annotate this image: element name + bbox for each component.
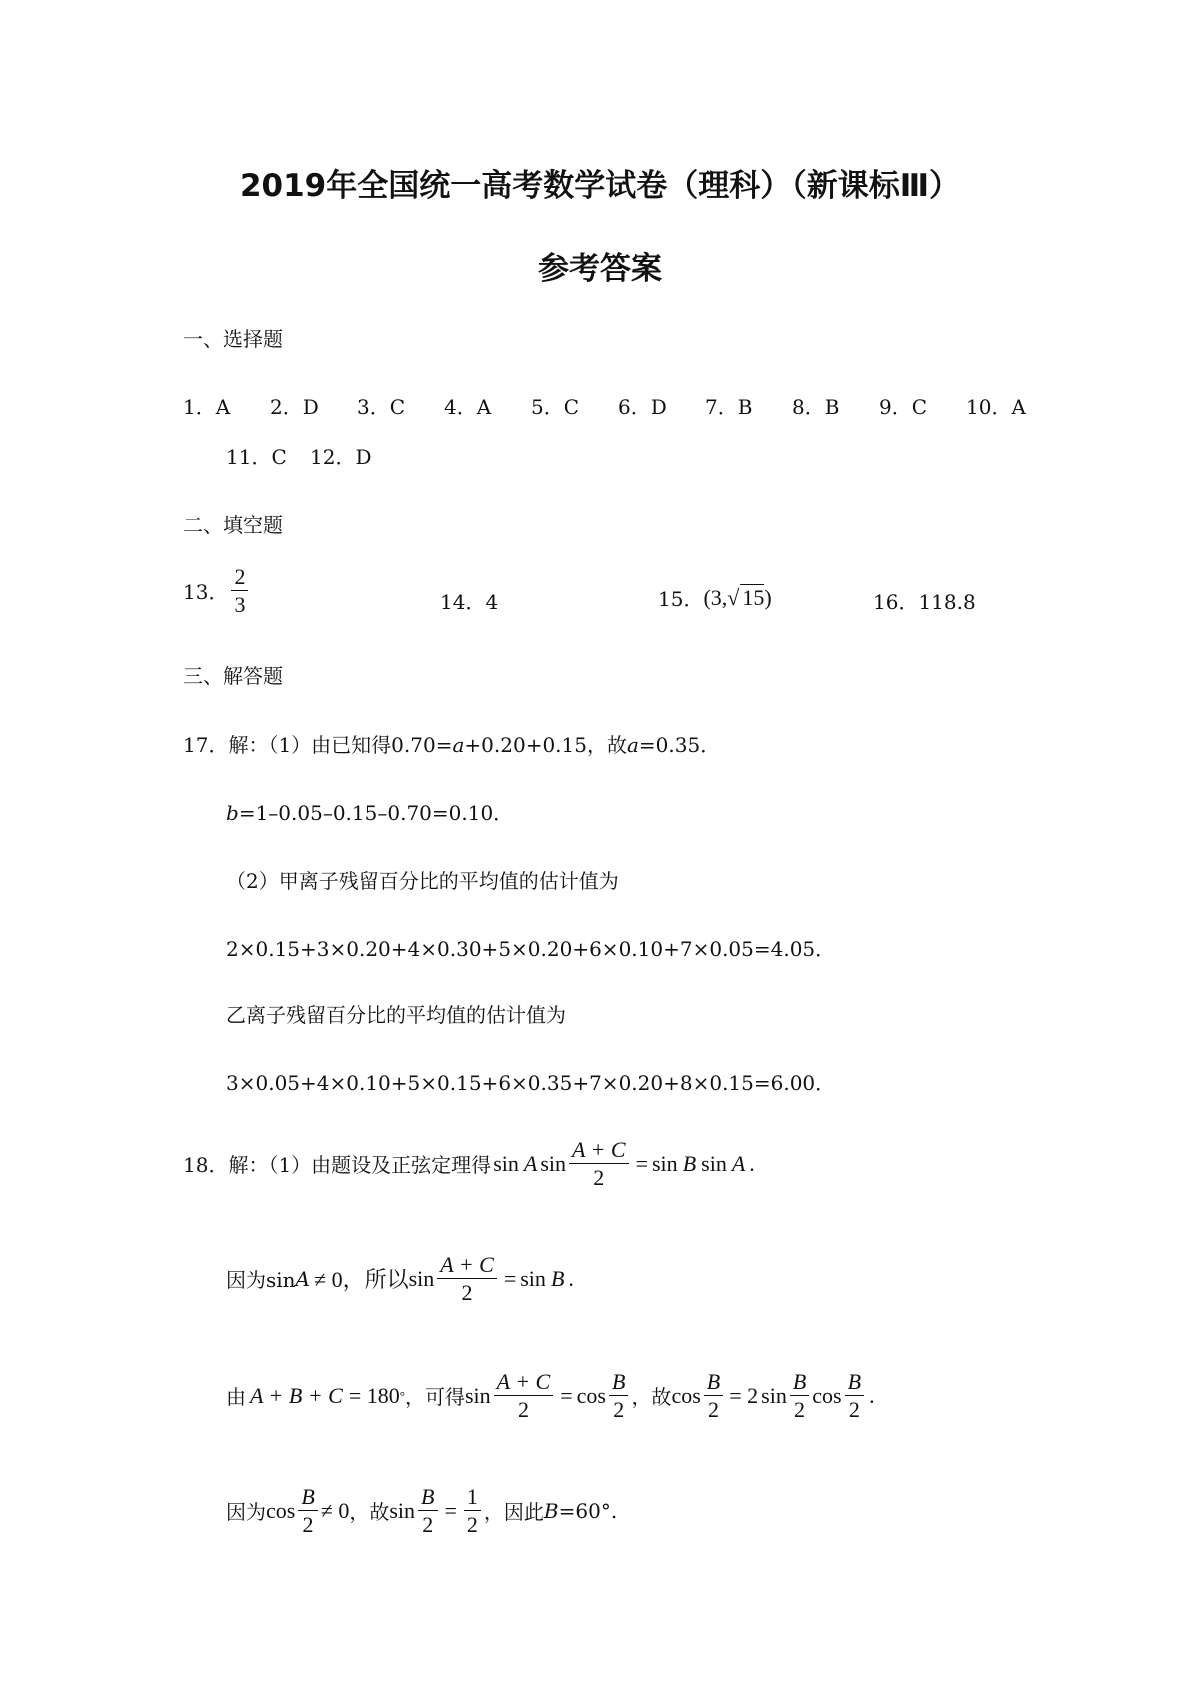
fill-answer-13 [183, 565, 251, 616]
q17-line-3: （2）甲离子残留百分比的平均值的估计值为 [226, 869, 619, 893]
q18-l4-prefix: 因为 [226, 1500, 266, 1525]
answer-3: 3．C [357, 395, 406, 419]
q18-l3-f4-num: B [790, 1370, 809, 1396]
answer-4: 4．A [444, 395, 492, 419]
q18-l4-B: B [543, 1498, 559, 1523]
q18-l3-equals-2: = 2 [729, 1382, 759, 1408]
q13-label: 13． [183, 580, 229, 605]
q18-l3-fraction-5 [845, 1370, 864, 1421]
q18-l4-fraction-3 [464, 1485, 481, 1536]
q18-l4-f2-num: B [418, 1485, 437, 1511]
q18-line-1 [183, 1138, 755, 1189]
q18-l3-fraction-3 [704, 1370, 723, 1421]
q18-l2-B: B [550, 1265, 565, 1291]
fill-answer-16: 16．118.8 [873, 590, 976, 614]
q18-l4-f2-den: 2 [422, 1512, 434, 1538]
q18-l3-f2-den: 2 [613, 1397, 625, 1423]
answer-6: 6．D [618, 395, 667, 419]
q18-l4-f3-den: 2 [466, 1512, 478, 1538]
q18-l3-end: . [869, 1382, 875, 1408]
q18-l3-f2-num: B [609, 1370, 628, 1396]
q18-l3-keyi: ，可得 [404, 1385, 465, 1410]
q18-l3-equals: = [560, 1382, 573, 1408]
q18-l4-f1-den: 2 [302, 1512, 314, 1538]
q18-l4-sin: sin [389, 1497, 416, 1523]
q17-line-2 [226, 797, 513, 826]
q18-l3-f4-den: 2 [794, 1397, 806, 1423]
q18-l4-end: =60°. [558, 1498, 618, 1523]
section-heading-fill: 二、填空题 [183, 513, 283, 537]
q18-l3-f3-den: 2 [707, 1397, 719, 1423]
q17-var-b: b [226, 801, 239, 825]
q18-l3-cos: cos [576, 1382, 606, 1408]
q18-l1-equals: = [635, 1150, 648, 1176]
q17-line-1 [183, 729, 720, 758]
q18-l3-you: 由 [226, 1385, 246, 1410]
section-heading-solution: 三、解答题 [183, 664, 283, 688]
q18-l4-f3-num: 1 [464, 1485, 481, 1511]
q18-l3-f1-num: A + C [494, 1370, 554, 1396]
q18-line-3 [226, 1370, 875, 1421]
q18-l4-gu: ，故 [349, 1500, 390, 1525]
q18-l3-expr: A + B + C [250, 1382, 343, 1408]
q18-l1-sin-4: sin [701, 1150, 727, 1176]
q17-line1-end: =0.35． [638, 733, 721, 757]
answer-5: 5．C [531, 395, 580, 419]
q18-l1-A-2: A [731, 1150, 746, 1176]
q15-sqrt-sign: √ [727, 584, 740, 610]
answer-7: 7．B [705, 395, 753, 419]
fill-answer-14: 14．4 [440, 590, 499, 614]
q18-l3-eq180: = 180 [348, 1382, 400, 1408]
q18-l3-fraction-4 [790, 1370, 809, 1421]
q18-line-2 [226, 1253, 574, 1304]
q18-l4-f1-num: B [298, 1485, 317, 1511]
q15-open: (3, [703, 584, 728, 610]
q17-var-a-2: a [626, 733, 639, 757]
q18-l4-cos: cos [266, 1497, 296, 1523]
q13-numerator: 2 [231, 565, 248, 591]
q13-fraction [231, 565, 248, 616]
page-subtitle: 参考答案 [538, 251, 662, 287]
q18-l4-equals: = [444, 1497, 457, 1523]
q18-l3-f3-num: B [704, 1370, 723, 1396]
q18-l3-sin-2: sin [761, 1382, 787, 1408]
q18-l1-sin: sin [493, 1150, 519, 1176]
q18-l1-sin-3: sin [652, 1150, 678, 1176]
q18-l1-B: B [682, 1150, 697, 1176]
q18-l2-end: . [568, 1265, 574, 1291]
q18-l2-sin: sin [408, 1265, 435, 1291]
q18-l3-fraction-2 [609, 1370, 628, 1421]
q18-l3-gu: ，故 [631, 1385, 672, 1410]
q18-l2-frac-num: A + C [437, 1253, 497, 1279]
q18-l3-fraction-1 [494, 1370, 554, 1421]
q18-l3-cos-3: cos [812, 1382, 842, 1408]
q18-line-4 [226, 1485, 617, 1536]
q15-close: ) [764, 584, 772, 610]
q18-l3-degree: ° [399, 1387, 405, 1403]
q15-label: 15． [658, 587, 704, 611]
answer-12: 12．D [310, 445, 372, 469]
page-title: 2019年全国统一高考数学试卷（理科）（新课标Ⅲ） [239, 168, 961, 204]
answer-9: 9．C [879, 395, 928, 419]
q15-radicand: 15 [742, 585, 765, 610]
q17-line1-prefix: 17．解：（1）由已知得0.70= [183, 733, 453, 757]
q18-l2-fraction [437, 1253, 497, 1304]
q18-l4-fraction-2 [418, 1485, 437, 1536]
q18-l2-A: A [295, 1266, 310, 1291]
q18-l1-fraction [569, 1138, 629, 1189]
q18-l3-sin: sin [464, 1382, 491, 1408]
q18-l4-ne: ≠ 0 [320, 1497, 350, 1523]
q18-l3-f5-den: 2 [848, 1397, 860, 1423]
q17-line1-mid: +0.20+0.15，故 [464, 733, 627, 757]
q18-l2-sin-2: sin [520, 1265, 546, 1291]
q17-line-4: 2×0.15+3×0.20+4×0.30+5×0.20+6×0.10+7×0.05=4.05． [226, 937, 836, 961]
q18-l1-prefix: 18．解：（1）由题设及正弦定理得 [183, 1153, 492, 1178]
q18-l1-frac-num: A + C [569, 1138, 629, 1164]
q18-l2-prefix: 因为sin [226, 1268, 296, 1293]
q18-l1-A: A [523, 1150, 538, 1176]
fill-answer-15 [658, 583, 772, 612]
q13-denominator: 3 [234, 592, 246, 618]
answer-8: 8．B [792, 395, 840, 419]
q18-l3-cos-2: cos [671, 1382, 701, 1408]
answer-2: 2．D [270, 395, 319, 419]
q18-l2-ne: ≠ 0，所以 [314, 1267, 409, 1293]
q18-l2-equals: = [503, 1265, 517, 1291]
q18-l2-frac-den: 2 [461, 1280, 473, 1306]
q18-l1-frac-den: 2 [593, 1165, 605, 1191]
q18-l4-yinci: ，因此 [483, 1500, 544, 1525]
section-heading-choice: 一、选择题 [183, 327, 283, 351]
q17-line-5: 乙离子残留百分比的平均值的估计值为 [226, 1003, 566, 1027]
answer-11: 11．C [226, 445, 287, 469]
q17-line2-rest: =1–0.05–0.15–0.70=0.10． [238, 801, 514, 825]
q18-l4-fraction-1 [298, 1485, 317, 1536]
q18-l3-f1-den: 2 [517, 1397, 529, 1423]
q17-var-a: a [452, 733, 465, 757]
q18-l3-f5-num: B [845, 1370, 864, 1396]
answer-10: 10．A [966, 395, 1026, 419]
answer-1: 1．A [183, 395, 231, 419]
q17-line-6: 3×0.05+4×0.10+5×0.15+6×0.35+7×0.20+8×0.15=6.00． [226, 1071, 836, 1095]
q18-l1-end: . [749, 1150, 755, 1176]
q18-l1-sin-2: sin [540, 1150, 567, 1176]
